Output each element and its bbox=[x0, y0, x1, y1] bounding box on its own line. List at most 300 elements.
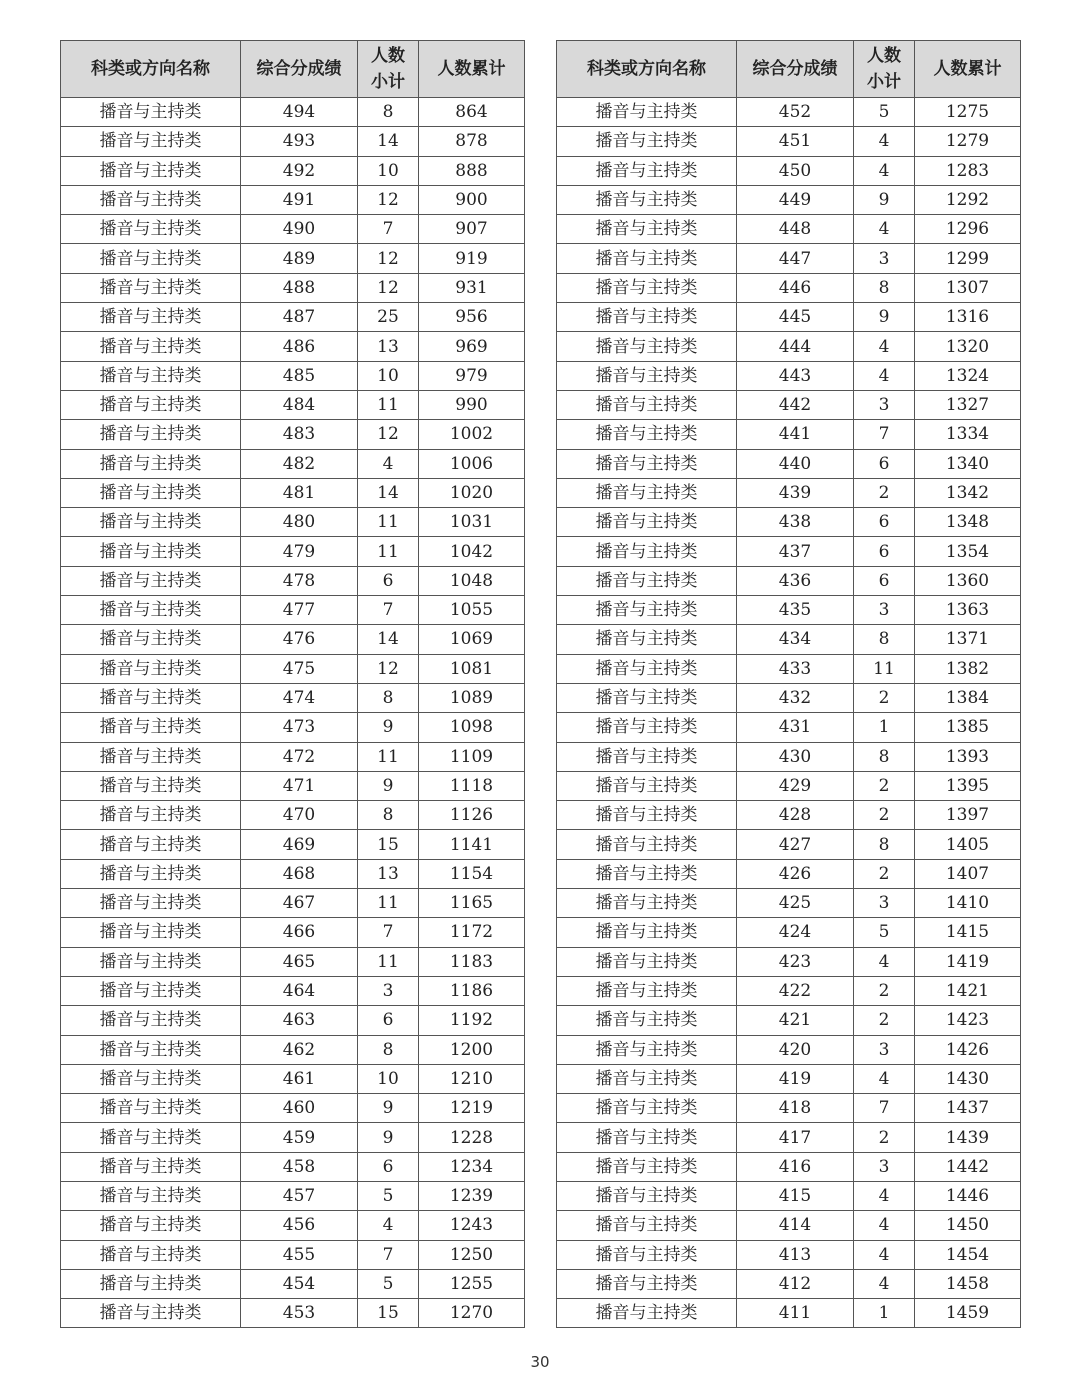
cell-score: 423 bbox=[737, 947, 854, 976]
cell-score: 414 bbox=[737, 1211, 854, 1240]
cell-subtotal: 5 bbox=[854, 918, 915, 947]
cell-cumulative: 1299 bbox=[915, 244, 1021, 273]
cell-score: 455 bbox=[241, 1240, 358, 1269]
table-row bbox=[61, 508, 525, 537]
cell-cumulative: 1048 bbox=[419, 566, 525, 595]
table-row bbox=[61, 127, 525, 156]
cell-cumulative: 1426 bbox=[915, 1035, 1021, 1064]
table-row bbox=[557, 244, 1021, 273]
cell-cumulative: 1439 bbox=[915, 1123, 1021, 1152]
cell-score: 466 bbox=[241, 918, 358, 947]
cell-cumulative: 1020 bbox=[419, 478, 525, 507]
cell-category: 播音与主持类 bbox=[557, 889, 737, 918]
cell-subtotal: 6 bbox=[854, 537, 915, 566]
cell-score: 482 bbox=[241, 449, 358, 478]
cell-subtotal: 6 bbox=[358, 1152, 419, 1181]
cell-category: 播音与主持类 bbox=[61, 127, 241, 156]
table-body-right bbox=[557, 98, 1021, 1328]
cell-cumulative: 1405 bbox=[915, 830, 1021, 859]
table-row bbox=[61, 889, 525, 918]
cell-cumulative: 1415 bbox=[915, 918, 1021, 947]
header-subtotal-text: 人数小计 bbox=[867, 46, 901, 92]
table-row bbox=[61, 1299, 525, 1328]
table-row bbox=[557, 625, 1021, 654]
cell-score: 465 bbox=[241, 947, 358, 976]
table-row bbox=[61, 1181, 525, 1210]
cell-subtotal: 4 bbox=[854, 215, 915, 244]
cell-cumulative: 1382 bbox=[915, 654, 1021, 683]
cell-subtotal: 11 bbox=[358, 742, 419, 771]
cell-cumulative: 864 bbox=[419, 98, 525, 127]
cell-score: 485 bbox=[241, 361, 358, 390]
cell-category: 播音与主持类 bbox=[557, 918, 737, 947]
table-row bbox=[61, 185, 525, 214]
cell-cumulative: 1089 bbox=[419, 683, 525, 712]
cell-subtotal: 2 bbox=[854, 1006, 915, 1035]
cell-subtotal: 11 bbox=[358, 508, 419, 537]
table-row bbox=[557, 185, 1021, 214]
cell-subtotal: 11 bbox=[854, 654, 915, 683]
table-row bbox=[557, 742, 1021, 771]
table-row bbox=[557, 127, 1021, 156]
cell-category: 播音与主持类 bbox=[61, 361, 241, 390]
cell-subtotal: 2 bbox=[854, 1123, 915, 1152]
cell-score: 494 bbox=[241, 98, 358, 127]
cell-category: 播音与主持类 bbox=[61, 508, 241, 537]
table-row bbox=[61, 1211, 525, 1240]
cell-subtotal: 6 bbox=[358, 566, 419, 595]
cell-category: 播音与主持类 bbox=[61, 1123, 241, 1152]
cell-category: 播音与主持类 bbox=[61, 947, 241, 976]
table-row bbox=[61, 713, 525, 742]
cell-cumulative: 1340 bbox=[915, 449, 1021, 478]
cell-category: 播音与主持类 bbox=[557, 273, 737, 302]
cell-category: 播音与主持类 bbox=[61, 332, 241, 361]
cell-subtotal: 12 bbox=[358, 420, 419, 449]
cell-category: 播音与主持类 bbox=[61, 156, 241, 185]
cell-score: 450 bbox=[737, 156, 854, 185]
cell-subtotal: 10 bbox=[358, 361, 419, 390]
cell-subtotal: 12 bbox=[358, 273, 419, 302]
cell-score: 480 bbox=[241, 508, 358, 537]
cell-score: 439 bbox=[737, 478, 854, 507]
cell-category: 播音与主持类 bbox=[557, 742, 737, 771]
cell-category: 播音与主持类 bbox=[61, 1269, 241, 1298]
cell-category: 播音与主持类 bbox=[61, 390, 241, 419]
cell-score: 472 bbox=[241, 742, 358, 771]
cell-category: 播音与主持类 bbox=[61, 1152, 241, 1181]
cell-score: 487 bbox=[241, 303, 358, 332]
cell-cumulative: 990 bbox=[419, 390, 525, 419]
table-row bbox=[557, 390, 1021, 419]
table-row bbox=[557, 1269, 1021, 1298]
table-row bbox=[557, 918, 1021, 947]
table-row bbox=[61, 596, 525, 625]
cell-score: 475 bbox=[241, 654, 358, 683]
cell-subtotal: 3 bbox=[854, 889, 915, 918]
cell-category: 播音与主持类 bbox=[557, 625, 737, 654]
cell-subtotal: 6 bbox=[854, 566, 915, 595]
cell-cumulative: 1109 bbox=[419, 742, 525, 771]
cell-score: 478 bbox=[241, 566, 358, 595]
table-row bbox=[557, 98, 1021, 127]
cell-score: 426 bbox=[737, 859, 854, 888]
table-row bbox=[557, 801, 1021, 830]
cell-cumulative: 1081 bbox=[419, 654, 525, 683]
cell-subtotal: 8 bbox=[854, 625, 915, 654]
cell-score: 446 bbox=[737, 273, 854, 302]
cell-score: 483 bbox=[241, 420, 358, 449]
cell-score: 473 bbox=[241, 713, 358, 742]
cell-score: 463 bbox=[241, 1006, 358, 1035]
cell-score: 484 bbox=[241, 390, 358, 419]
table-row bbox=[557, 859, 1021, 888]
cell-cumulative: 878 bbox=[419, 127, 525, 156]
cell-cumulative: 1192 bbox=[419, 1006, 525, 1035]
cell-subtotal: 6 bbox=[854, 449, 915, 478]
cell-subtotal: 3 bbox=[854, 390, 915, 419]
cell-cumulative: 1421 bbox=[915, 976, 1021, 1005]
cell-score: 452 bbox=[737, 98, 854, 127]
cell-category: 播音与主持类 bbox=[557, 654, 737, 683]
header-cumulative: 人数累计 bbox=[419, 41, 525, 98]
table-row bbox=[557, 478, 1021, 507]
cell-category: 播音与主持类 bbox=[61, 654, 241, 683]
cell-category: 播音与主持类 bbox=[61, 918, 241, 947]
cell-cumulative: 1219 bbox=[419, 1094, 525, 1123]
table-row bbox=[61, 332, 525, 361]
cell-subtotal: 9 bbox=[358, 1123, 419, 1152]
cell-category: 播音与主持类 bbox=[557, 127, 737, 156]
cell-subtotal: 4 bbox=[854, 1181, 915, 1210]
table-row bbox=[557, 830, 1021, 859]
cell-category: 播音与主持类 bbox=[557, 1123, 737, 1152]
cell-category: 播音与主持类 bbox=[61, 596, 241, 625]
cell-cumulative: 1186 bbox=[419, 976, 525, 1005]
table-row bbox=[61, 273, 525, 302]
cell-score: 431 bbox=[737, 713, 854, 742]
table-row bbox=[557, 1240, 1021, 1269]
table-row bbox=[61, 566, 525, 595]
cell-score: 443 bbox=[737, 361, 854, 390]
cell-score: 468 bbox=[241, 859, 358, 888]
cell-score: 467 bbox=[241, 889, 358, 918]
cell-category: 播音与主持类 bbox=[61, 1240, 241, 1269]
cell-score: 461 bbox=[241, 1064, 358, 1093]
cell-subtotal: 8 bbox=[854, 830, 915, 859]
cell-category: 播音与主持类 bbox=[557, 449, 737, 478]
score-table-right bbox=[556, 40, 1021, 1328]
cell-score: 477 bbox=[241, 596, 358, 625]
cell-cumulative: 1275 bbox=[915, 98, 1021, 127]
table-row bbox=[61, 420, 525, 449]
table-row bbox=[557, 1064, 1021, 1093]
table-row bbox=[557, 156, 1021, 185]
cell-category: 播音与主持类 bbox=[557, 1211, 737, 1240]
cell-score: 486 bbox=[241, 332, 358, 361]
cell-score: 479 bbox=[241, 537, 358, 566]
cell-subtotal: 8 bbox=[854, 742, 915, 771]
cell-score: 424 bbox=[737, 918, 854, 947]
cell-category: 播音与主持类 bbox=[61, 889, 241, 918]
table-row bbox=[61, 830, 525, 859]
cell-category: 播音与主持类 bbox=[61, 185, 241, 214]
cell-cumulative: 1172 bbox=[419, 918, 525, 947]
cell-category: 播音与主持类 bbox=[557, 1064, 737, 1093]
table-row bbox=[557, 654, 1021, 683]
table-row bbox=[557, 596, 1021, 625]
table-row bbox=[61, 1152, 525, 1181]
cell-subtotal: 11 bbox=[358, 889, 419, 918]
cell-cumulative: 1031 bbox=[419, 508, 525, 537]
cell-cumulative: 1250 bbox=[419, 1240, 525, 1269]
cell-cumulative: 979 bbox=[419, 361, 525, 390]
cell-score: 435 bbox=[737, 596, 854, 625]
table-row bbox=[61, 947, 525, 976]
cell-cumulative: 1126 bbox=[419, 801, 525, 830]
cell-cumulative: 1442 bbox=[915, 1152, 1021, 1181]
cell-score: 422 bbox=[737, 976, 854, 1005]
cell-category: 播音与主持类 bbox=[61, 1211, 241, 1240]
cell-category: 播音与主持类 bbox=[557, 156, 737, 185]
cell-score: 428 bbox=[737, 801, 854, 830]
cell-category: 播音与主持类 bbox=[557, 478, 737, 507]
cell-cumulative: 1354 bbox=[915, 537, 1021, 566]
cell-cumulative: 1055 bbox=[419, 596, 525, 625]
cell-category: 播音与主持类 bbox=[61, 273, 241, 302]
cell-category: 播音与主持类 bbox=[61, 683, 241, 712]
cell-score: 438 bbox=[737, 508, 854, 537]
table-row bbox=[61, 1035, 525, 1064]
table-row bbox=[61, 478, 525, 507]
cell-category: 播音与主持类 bbox=[557, 947, 737, 976]
cell-score: 447 bbox=[737, 244, 854, 273]
cell-score: 459 bbox=[241, 1123, 358, 1152]
table-row bbox=[61, 449, 525, 478]
cell-category: 播音与主持类 bbox=[61, 976, 241, 1005]
cell-cumulative: 1006 bbox=[419, 449, 525, 478]
cell-score: 430 bbox=[737, 742, 854, 771]
cell-score: 417 bbox=[737, 1123, 854, 1152]
cell-category: 播音与主持类 bbox=[557, 537, 737, 566]
cell-subtotal: 4 bbox=[854, 1240, 915, 1269]
table-body-left bbox=[61, 98, 525, 1328]
cell-score: 441 bbox=[737, 420, 854, 449]
cell-cumulative: 1154 bbox=[419, 859, 525, 888]
table-row bbox=[61, 156, 525, 185]
cell-score: 442 bbox=[737, 390, 854, 419]
cell-cumulative: 1165 bbox=[419, 889, 525, 918]
cell-category: 播音与主持类 bbox=[61, 1094, 241, 1123]
cell-category: 播音与主持类 bbox=[61, 420, 241, 449]
cell-category: 播音与主持类 bbox=[557, 1094, 737, 1123]
table-header-row bbox=[557, 41, 1021, 98]
table-row bbox=[61, 215, 525, 244]
cell-cumulative: 1419 bbox=[915, 947, 1021, 976]
cell-score: 427 bbox=[737, 830, 854, 859]
cell-cumulative: 1458 bbox=[915, 1269, 1021, 1298]
cell-cumulative: 1360 bbox=[915, 566, 1021, 595]
cell-category: 播音与主持类 bbox=[61, 303, 241, 332]
table-row bbox=[557, 303, 1021, 332]
cell-subtotal: 12 bbox=[358, 185, 419, 214]
cell-subtotal: 4 bbox=[854, 1269, 915, 1298]
cell-cumulative: 1069 bbox=[419, 625, 525, 654]
cell-score: 464 bbox=[241, 976, 358, 1005]
cell-cumulative: 1363 bbox=[915, 596, 1021, 625]
header-subtotal bbox=[358, 41, 419, 98]
cell-subtotal: 8 bbox=[358, 683, 419, 712]
cell-category: 播音与主持类 bbox=[557, 683, 737, 712]
cell-subtotal: 12 bbox=[358, 244, 419, 273]
cell-subtotal: 1 bbox=[854, 1299, 915, 1328]
cell-category: 播音与主持类 bbox=[61, 1299, 241, 1328]
cell-category: 播音与主持类 bbox=[61, 215, 241, 244]
cell-subtotal: 14 bbox=[358, 625, 419, 654]
table-row bbox=[61, 1240, 525, 1269]
cell-subtotal: 5 bbox=[358, 1269, 419, 1298]
cell-category: 播音与主持类 bbox=[61, 830, 241, 859]
cell-subtotal: 4 bbox=[854, 1064, 915, 1093]
cell-subtotal: 11 bbox=[358, 947, 419, 976]
cell-category: 播音与主持类 bbox=[557, 420, 737, 449]
cell-score: 420 bbox=[737, 1035, 854, 1064]
table-row bbox=[557, 1152, 1021, 1181]
cell-category: 播音与主持类 bbox=[61, 1064, 241, 1093]
cell-score: 434 bbox=[737, 625, 854, 654]
cell-category: 播音与主持类 bbox=[61, 1035, 241, 1064]
cell-score: 432 bbox=[737, 683, 854, 712]
cell-subtotal: 5 bbox=[358, 1181, 419, 1210]
cell-subtotal: 15 bbox=[358, 1299, 419, 1328]
cell-category: 播音与主持类 bbox=[557, 1299, 737, 1328]
header-subtotal-text: 人数小计 bbox=[371, 46, 405, 92]
cell-subtotal: 10 bbox=[358, 1064, 419, 1093]
header-subtotal bbox=[854, 41, 915, 98]
cell-subtotal: 4 bbox=[358, 449, 419, 478]
cell-score: 440 bbox=[737, 449, 854, 478]
cell-category: 播音与主持类 bbox=[61, 801, 241, 830]
cell-score: 445 bbox=[737, 303, 854, 332]
cell-category: 播音与主持类 bbox=[61, 537, 241, 566]
cell-cumulative: 1141 bbox=[419, 830, 525, 859]
cell-category: 播音与主持类 bbox=[557, 830, 737, 859]
cell-subtotal: 1 bbox=[854, 713, 915, 742]
cell-category: 播音与主持类 bbox=[61, 478, 241, 507]
cell-subtotal: 4 bbox=[854, 947, 915, 976]
table-row bbox=[61, 1269, 525, 1298]
table-row bbox=[557, 889, 1021, 918]
cell-subtotal: 2 bbox=[854, 771, 915, 800]
cell-subtotal: 2 bbox=[854, 801, 915, 830]
cell-category: 播音与主持类 bbox=[557, 361, 737, 390]
table-row bbox=[557, 1094, 1021, 1123]
cell-subtotal: 3 bbox=[854, 1035, 915, 1064]
table-row bbox=[557, 273, 1021, 302]
cell-subtotal: 13 bbox=[358, 859, 419, 888]
cell-score: 489 bbox=[241, 244, 358, 273]
cell-subtotal: 8 bbox=[358, 98, 419, 127]
cell-cumulative: 1430 bbox=[915, 1064, 1021, 1093]
table-row bbox=[61, 390, 525, 419]
cell-subtotal: 3 bbox=[854, 1152, 915, 1181]
cell-cumulative: 956 bbox=[419, 303, 525, 332]
cell-cumulative: 1210 bbox=[419, 1064, 525, 1093]
cell-score: 425 bbox=[737, 889, 854, 918]
cell-subtotal: 25 bbox=[358, 303, 419, 332]
header-category: 科类或方向名称 bbox=[557, 41, 737, 98]
table-row bbox=[557, 1299, 1021, 1328]
cell-cumulative: 931 bbox=[419, 273, 525, 302]
cell-category: 播音与主持类 bbox=[557, 1181, 737, 1210]
table-row bbox=[61, 654, 525, 683]
cell-subtotal: 6 bbox=[854, 508, 915, 537]
table-row bbox=[557, 537, 1021, 566]
cell-score: 415 bbox=[737, 1181, 854, 1210]
header-score: 综合分成绩 bbox=[241, 41, 358, 98]
cell-category: 播音与主持类 bbox=[61, 98, 241, 127]
cell-category: 播音与主持类 bbox=[61, 449, 241, 478]
cell-subtotal: 7 bbox=[358, 1240, 419, 1269]
cell-subtotal: 7 bbox=[854, 420, 915, 449]
score-table-left bbox=[60, 40, 525, 1328]
table-row bbox=[61, 918, 525, 947]
cell-subtotal: 4 bbox=[854, 156, 915, 185]
cell-cumulative: 1395 bbox=[915, 771, 1021, 800]
cell-subtotal: 6 bbox=[358, 1006, 419, 1035]
cell-cumulative: 1342 bbox=[915, 478, 1021, 507]
cell-category: 播音与主持类 bbox=[61, 859, 241, 888]
cell-cumulative: 1423 bbox=[915, 1006, 1021, 1035]
cell-subtotal: 4 bbox=[854, 127, 915, 156]
cell-category: 播音与主持类 bbox=[557, 859, 737, 888]
cell-category: 播音与主持类 bbox=[557, 801, 737, 830]
cell-cumulative: 1393 bbox=[915, 742, 1021, 771]
cell-subtotal: 11 bbox=[358, 390, 419, 419]
table-row bbox=[557, 1211, 1021, 1240]
cell-subtotal: 3 bbox=[358, 976, 419, 1005]
cell-category: 播音与主持类 bbox=[557, 1240, 737, 1269]
cell-score: 416 bbox=[737, 1152, 854, 1181]
table-row bbox=[61, 1006, 525, 1035]
cell-subtotal: 3 bbox=[854, 244, 915, 273]
cell-category: 播音与主持类 bbox=[61, 742, 241, 771]
cell-cumulative: 1098 bbox=[419, 713, 525, 742]
cell-score: 429 bbox=[737, 771, 854, 800]
cell-score: 490 bbox=[241, 215, 358, 244]
cell-cumulative: 1384 bbox=[915, 683, 1021, 712]
cell-category: 播音与主持类 bbox=[557, 98, 737, 127]
cell-cumulative: 1450 bbox=[915, 1211, 1021, 1240]
cell-subtotal: 2 bbox=[854, 976, 915, 1005]
cell-subtotal: 9 bbox=[358, 1094, 419, 1123]
cell-cumulative: 1320 bbox=[915, 332, 1021, 361]
cell-subtotal: 2 bbox=[854, 478, 915, 507]
cell-cumulative: 1270 bbox=[419, 1299, 525, 1328]
cell-category: 播音与主持类 bbox=[557, 508, 737, 537]
table-row bbox=[557, 361, 1021, 390]
table-row bbox=[557, 215, 1021, 244]
cell-subtotal: 2 bbox=[854, 859, 915, 888]
cell-cumulative: 1118 bbox=[419, 771, 525, 800]
cell-score: 421 bbox=[737, 1006, 854, 1035]
cell-category: 播音与主持类 bbox=[557, 185, 737, 214]
cell-subtotal: 4 bbox=[854, 1211, 915, 1240]
table-row bbox=[61, 625, 525, 654]
header-score: 综合分成绩 bbox=[737, 41, 854, 98]
cell-score: 449 bbox=[737, 185, 854, 214]
table-row bbox=[557, 420, 1021, 449]
